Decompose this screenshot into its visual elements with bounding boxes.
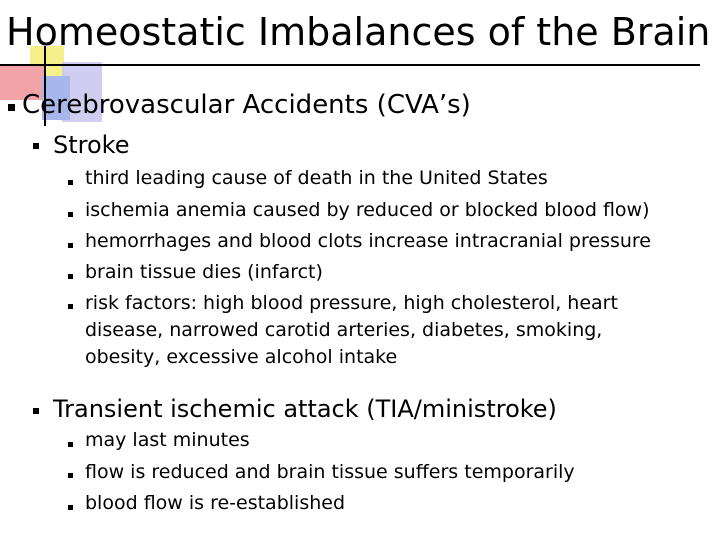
tia-heading: Transient ischemic attack (TIA/ministroke): [53, 395, 557, 423]
title-underline: [0, 64, 700, 66]
stroke-item-5-line3: obesity, excessive alcohol intake: [85, 346, 398, 368]
stroke-item-5-line2: disease, narrowed carotid arteries, diabetes, smoking,: [85, 319, 603, 341]
stroke-item-2: ischemia anemia caused by reduced or blocked blood flow): [85, 199, 650, 221]
bullet-stroke-4: [68, 274, 73, 279]
stroke-item-3: hemorrhages and blood clots increase intracranial pressure: [85, 230, 652, 252]
tia-item-2: flow is reduced and brain tissue suffers temporarily: [85, 461, 575, 483]
stroke-item-5-line1: risk factors: high blood pressure, high cholesterol, heart: [85, 292, 618, 314]
bullet-stroke: [33, 143, 39, 149]
bullet-stroke-3: [68, 243, 73, 248]
bullet-stroke-2: [68, 212, 73, 217]
cva-heading: Cerebrovascular Accidents (CVA’s): [22, 90, 471, 120]
bullet-stroke-5: [68, 304, 73, 309]
bullet-stroke-1: [68, 180, 73, 185]
slide-title: Homeostatic Imbalances of the Brain: [6, 10, 711, 54]
bullet-tia-3: [68, 505, 73, 510]
stroke-item-1: third leading cause of death in the United States: [85, 167, 548, 189]
bullet-tia-2: [68, 473, 73, 478]
tia-item-1: may last minutes: [85, 429, 250, 451]
stroke-heading: Stroke: [53, 131, 130, 159]
bullet-tia: [33, 408, 39, 414]
stroke-item-4: brain tissue dies (infarct): [85, 261, 323, 283]
bullet-level1: [8, 104, 15, 111]
bullet-tia-1: [68, 442, 73, 447]
tia-item-3: blood flow is re-established: [85, 492, 346, 514]
